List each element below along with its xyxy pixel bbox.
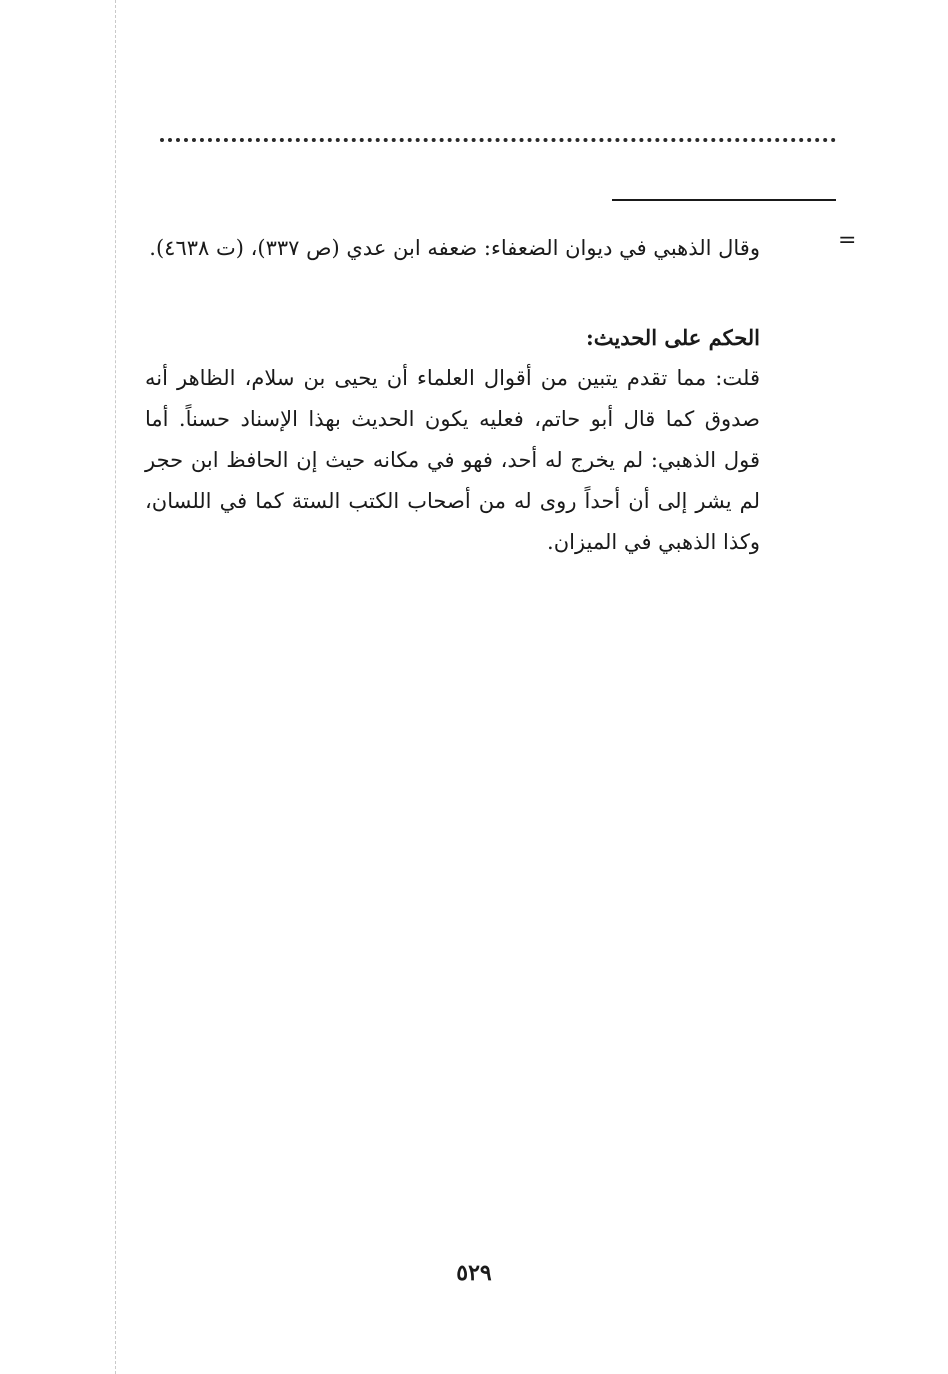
section-heading: الحكم على الحديث: [586,325,760,350]
footnote-text: وقال الذهبي في ديوان الضعفاء: ضعفه ابن عدي (ص ٣٣٧)، (ت ٤٦٣٨). [149,236,760,260]
page-number: ٥٢٩ [456,1260,492,1286]
page-gutter-line [115,0,116,1374]
dotted-separator [160,138,836,142]
footnote-separator [612,199,836,201]
body-paragraph: قلت: مما تقدم يتبين من أقوال العلماء أن يحيى بن سلام، الظاهر أنه صدوق كما قال أبو حاتم، فعليه يكون الحديث بهذا الإسناد حسناً. أما قول الذهبي: لم يخرج له أحد، فهو في مكانه حيث إن الحافظ ابن حجر لم يشر إلى أن أحداً روى له من أصحاب الكتب الستة كما في اللسان، وكذا الذهبي في الميزان. [145,366,760,554]
continuation-mark: = [838,228,857,253]
